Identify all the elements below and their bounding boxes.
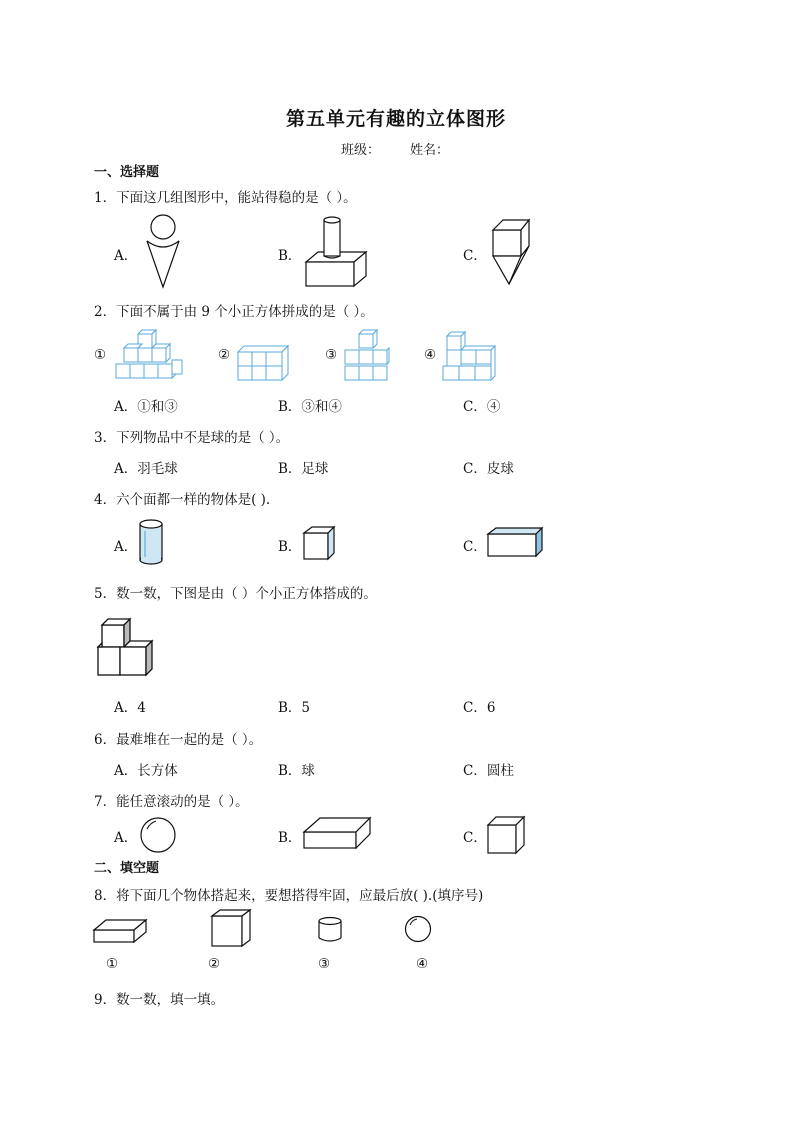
question-6: 6．最难堆在一起的是（ ）。 xyxy=(94,732,263,748)
q5-option-c[interactable]: C．6 xyxy=(463,700,496,716)
q7-option-c[interactable]: C． xyxy=(463,830,487,846)
q3-option-c[interactable]: C．皮球 xyxy=(463,461,514,477)
q2-option-b[interactable]: B．③和④ xyxy=(278,399,342,415)
cube-stack-2 xyxy=(236,344,292,384)
figure-label-2: ② xyxy=(218,347,231,363)
sphere-icon xyxy=(138,815,178,855)
q8-label-3: ③ xyxy=(318,956,331,972)
q8-label-2: ② xyxy=(208,956,221,972)
q3-option-a[interactable]: A．羽毛球 xyxy=(114,461,178,477)
cube-outline-icon xyxy=(486,815,526,857)
q1-option-c[interactable]: C． xyxy=(463,248,487,264)
cube-stack-3 xyxy=(343,330,391,384)
q7-option-b[interactable]: B． xyxy=(278,830,302,846)
q5-option-b[interactable]: B．5 xyxy=(278,700,311,716)
figure-label-1: ① xyxy=(94,347,107,363)
q6-option-b[interactable]: B．球 xyxy=(278,763,315,779)
slab-icon xyxy=(92,916,148,946)
section-fill-blank: 二、填空题 xyxy=(94,861,160,876)
q2-option-c[interactable]: C．④ xyxy=(463,399,501,415)
q8-label-1: ① xyxy=(106,956,119,972)
small-cylinder-icon xyxy=(316,916,344,944)
cube-small-icon xyxy=(210,908,252,948)
q1-option-a[interactable]: A． xyxy=(114,248,138,264)
ball-icon xyxy=(403,914,433,944)
section-choice: 一、选择题 xyxy=(94,165,160,180)
question-1: 1．下面这几组图形中，能站得稳的是（ ）。 xyxy=(94,190,357,206)
q4-option-a[interactable]: A． xyxy=(114,539,138,555)
q4-option-c[interactable]: C． xyxy=(463,539,487,555)
glass-cylinder-icon xyxy=(138,519,166,567)
name-label: 姓名： xyxy=(410,143,450,158)
q2-option-a[interactable]: A．①和③ xyxy=(114,399,178,415)
cube-icon xyxy=(302,525,338,563)
q6-option-a[interactable]: A．长方体 xyxy=(114,763,178,779)
q5-option-a[interactable]: A．4 xyxy=(114,700,146,716)
figure-label-4: ④ xyxy=(424,347,437,363)
stacked-cubes-figure xyxy=(96,615,160,679)
flat-cuboid-icon xyxy=(302,816,374,852)
q3-option-b[interactable]: B．足球 xyxy=(278,461,329,477)
figure-label-3: ③ xyxy=(325,347,338,363)
question-4: 4．六个面都一样的物体是( ). xyxy=(94,492,271,508)
question-7: 7．能任意滚动的是（ ）。 xyxy=(94,794,249,810)
cuboid-icon xyxy=(486,526,546,560)
q1-option-b[interactable]: B． xyxy=(278,248,302,264)
class-label: 班级： xyxy=(341,143,381,158)
question-9: 9．数一数，填一填。 xyxy=(94,992,225,1008)
question-2: 2．下面不属于由 9 个小正方体拼成的是（ ）。 xyxy=(94,304,374,320)
cube-on-pyramid-icon xyxy=(489,218,535,288)
cylinder-on-block-icon xyxy=(304,214,370,290)
question-8: 8．将下面几个物体搭起来，要想搭得牢固，应最后放( ).(填序号) xyxy=(94,888,484,904)
cube-stack-4 xyxy=(441,332,499,384)
q7-option-a[interactable]: A． xyxy=(114,830,138,846)
question-5: 5．数一数，下图是由（ ）个小正方体搭成的。 xyxy=(94,586,377,602)
cube-stack-1 xyxy=(114,330,186,382)
q8-label-4: ④ xyxy=(416,956,429,972)
ice-cream-cone-icon xyxy=(142,213,192,289)
q4-option-b[interactable]: B． xyxy=(278,539,302,555)
q6-option-c[interactable]: C．圆柱 xyxy=(463,763,514,779)
question-3: 3．下列物品中不是球的是（ ）。 xyxy=(94,430,290,446)
page-title: 第五单元有趣的立体图形 xyxy=(286,108,507,130)
